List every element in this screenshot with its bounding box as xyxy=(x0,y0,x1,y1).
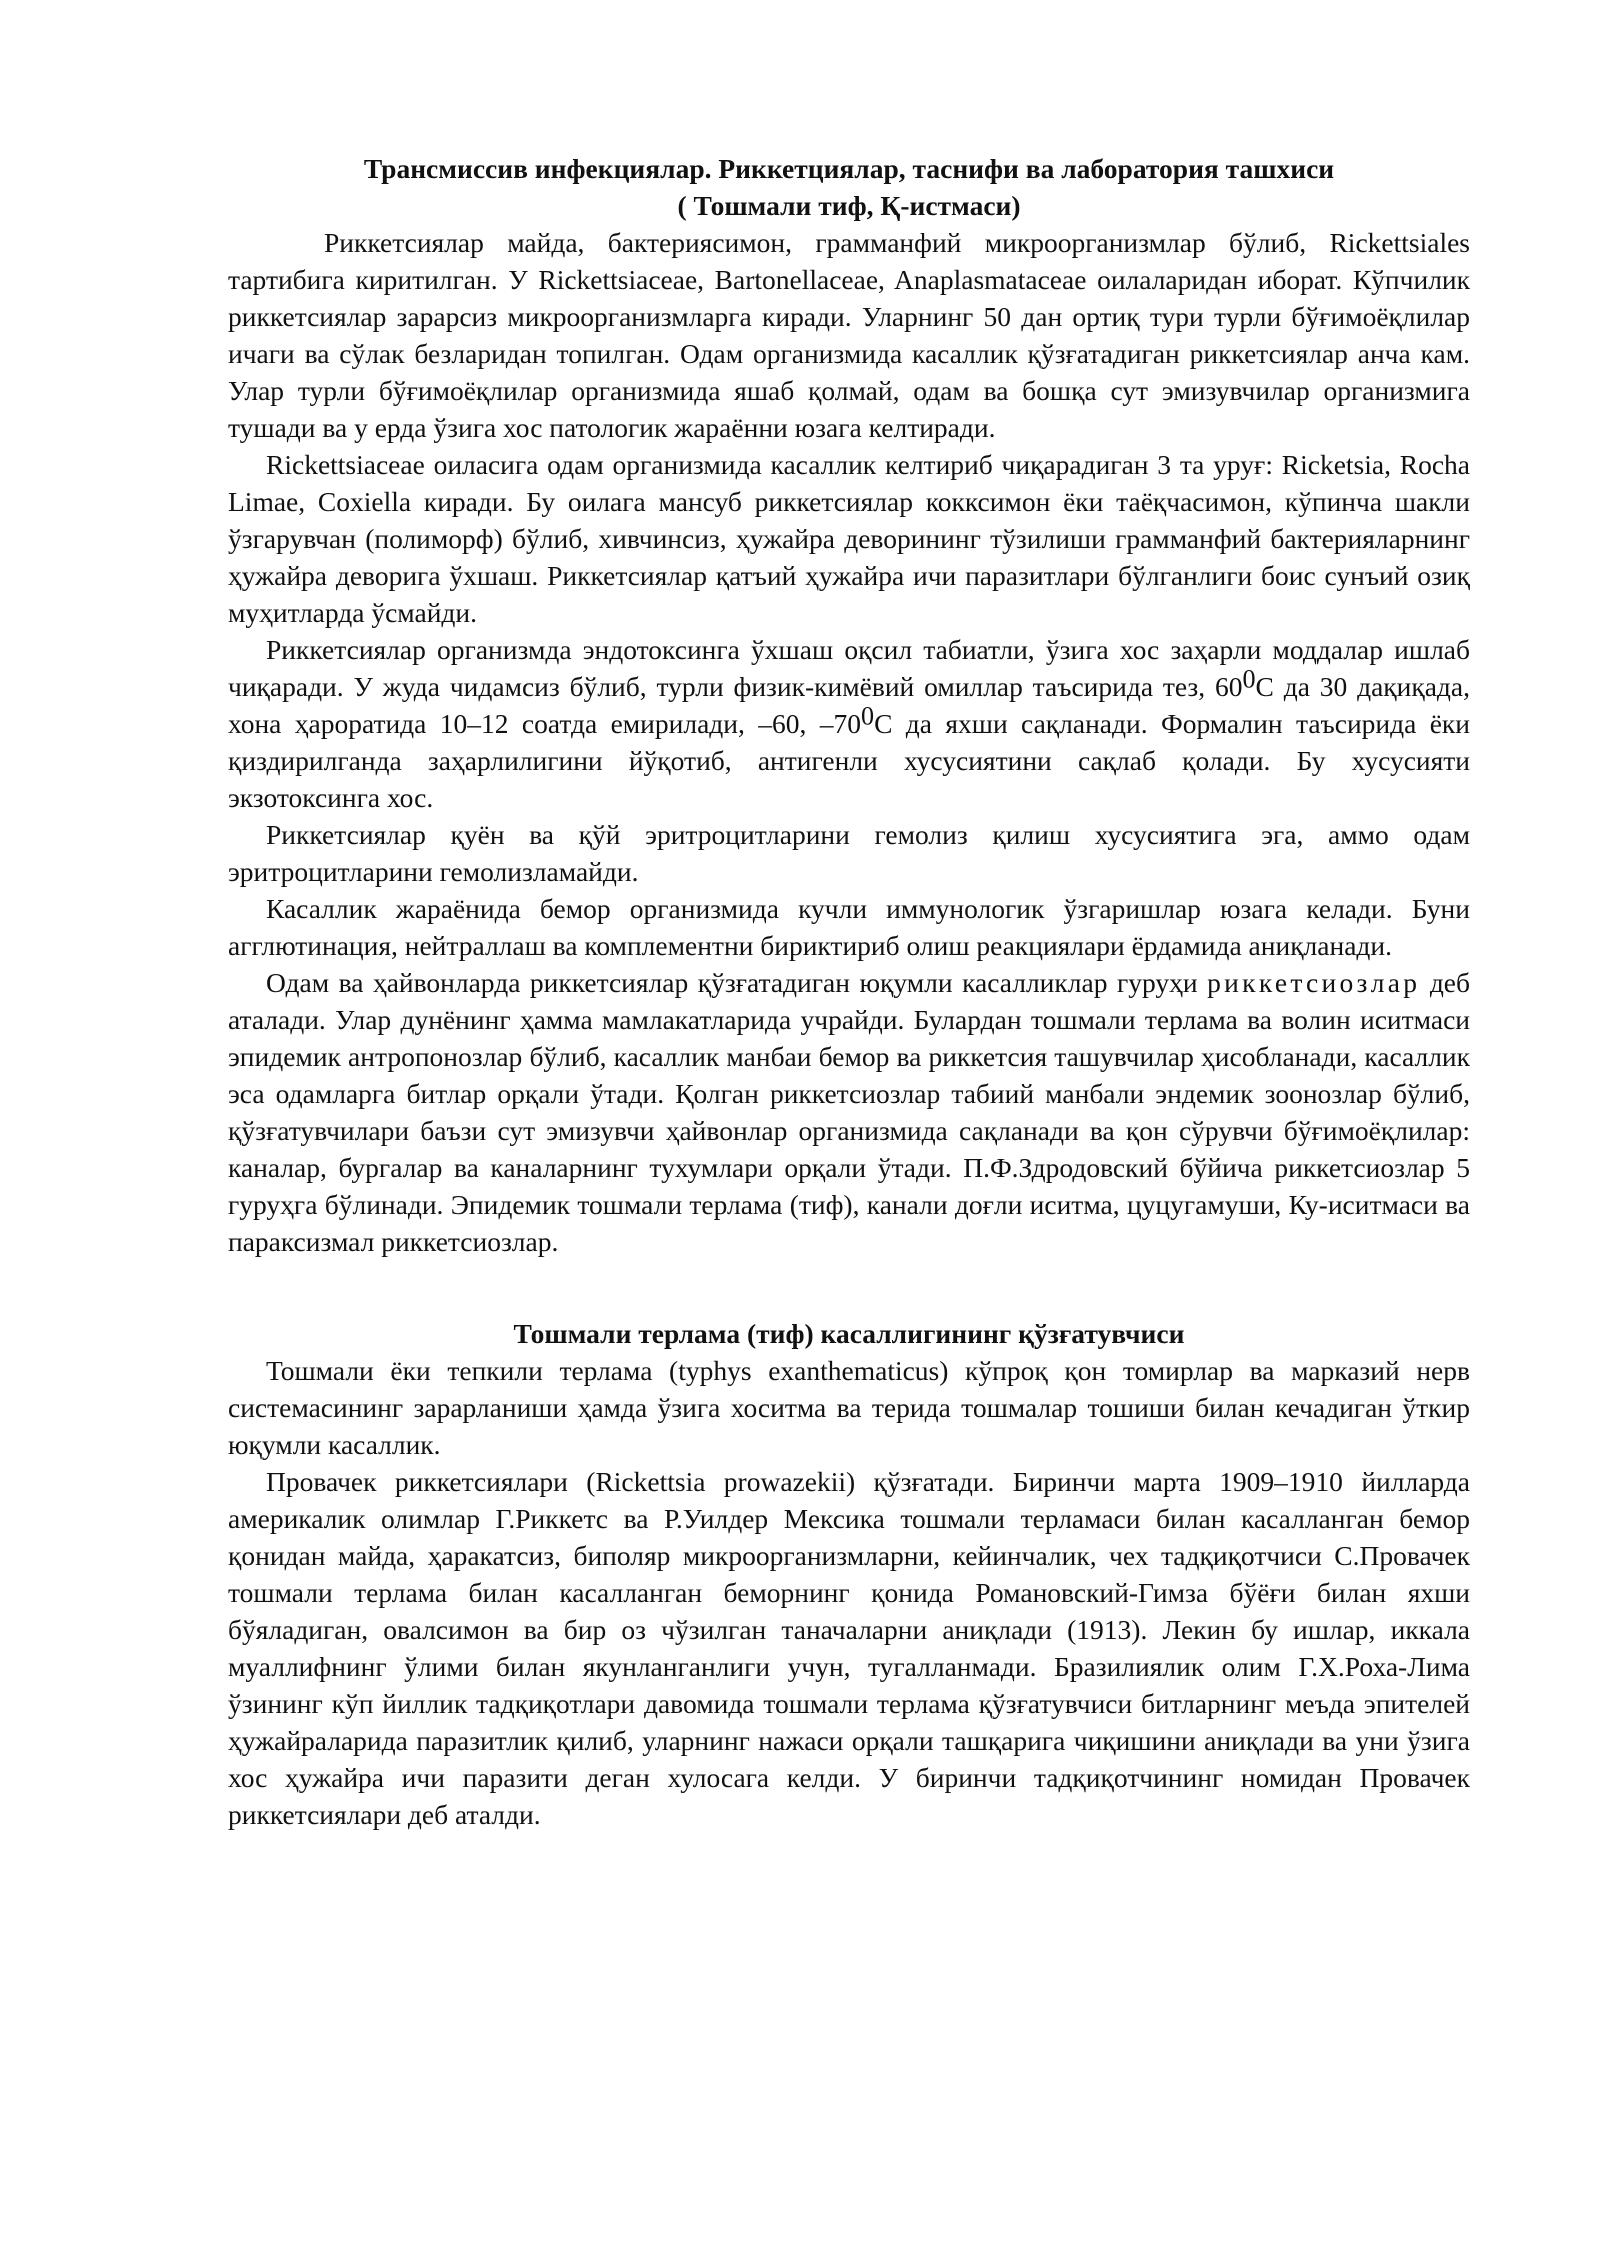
paragraph-8: Провачек риккетсиялари (Rickettsia prowazekii) қўзғатади. Биринчи марта 1909–1910 йилларда америкалик олимлар Г.Риккетс ва Р.Уилдер Мексика тошмали терламаси билан касалланган бемор қонидан майда, ҳаракатсиз, биполяр микроорганизмларни, кейинчалик, чех тадқиқотчиси С.Провачек тошмали терлама билан касалланган беморнинг қонида Романовский-Гимза бўёғи билан яхши бўяладиган, овалсимон ва бир оз чўзилган таначаларни аниқлади (1913). Лекин бу ишлар, иккала муаллифнинг ўлими билан якунланганлиги учун, тугалланмади. Бразилиялик олим Г.Х.Роха-Лима ўзининг кўп йиллик тадқиқотлари давомида тошмали терлама қўзғатувчиси битларнинг меъда эпителей ҳужайраларида паразитлик қилиб, уларнинг нажаси орқали ташқарига чиқишини аниқлади ва уни ўзига хос ҳужайра ичи паразити деган хулосага келди. У биринчи тадқиқотчининг номидан Провачек риккетсиялари деб аталди. xyxy=(228,1466,1470,1830)
section-spacer xyxy=(228,1260,1470,1315)
document-title xyxy=(228,150,1470,224)
term-rickettsioses: риккетсиозлар xyxy=(1207,967,1421,998)
paragraph-7: Тошмали ёки тепкили терлама (typhys exanthematicus) кўпроқ қон томирлар ва марказий нерв системасининг зарарланиши ҳамда ўзига хоситма ва терида тошмалар тошиши билан кечадиган ўткир юқумли касаллик. xyxy=(228,1355,1470,1460)
paragraph-4: Риккетсиялар қуён ва қўй эритроцитларини гемолиз қилиш хусусиятига эга, аммо одам эритроцитларини гемолизламайди. xyxy=(228,819,1470,887)
degree-superscript-2: 0 xyxy=(861,701,875,731)
paragraph-3 xyxy=(228,631,1470,816)
degree-superscript-1: 0 xyxy=(1242,664,1256,694)
paragraph-6-part-a: Одам ва ҳайвонларда риккетсиялар қўзғатадиган юқумли касалликлар гуруҳи xyxy=(266,967,1198,998)
paragraph-3-part-c: С да яхши сақланади. Формалин таъсирида ёки қиздирилганда заҳарлилигини йўқотиб, антигенли хусусиятини сақлаб қолади. Бу хусусияти экзотоксинга хос. xyxy=(228,708,1470,813)
paragraph-3-part-a: Риккетсиялар организмда эндотоксинга ўхшаш оқсил табиатли, ўзига хос заҳарли моддалар ишлаб чиқаради. У жуда чидамсиз бўлиб, турли физик-кимёвий омиллар таъсирида тез, 60 xyxy=(228,634,1470,702)
document-page xyxy=(228,150,1470,1833)
paragraph-2: Rickettsiaceae оиласига одам организмида касаллик келтириб чиқарадиган 3 та уруғ: Ricketsia, Rocha Limae, Coxiella киради. Бу оилага мансуб риккетсиялар кокксимон ёки таёқчасимон, кўпинча шакли ўзгарувчан (полиморф) бўлиб, хивчинсиз, ҳужайра деворининг тўзилиши грамманфий бактерияларнинг ҳужайра деворига ўхшаш. Риккетсиялар қатъий ҳужайра ичи паразитлари бўлганлиги боис сунъий озиқ муҳитларда ўсмайди. xyxy=(228,449,1470,628)
title-line-1: Трансмиссив инфекциялар. Риккетциялар, таснифи ва лаборатория ташхиси xyxy=(363,153,1335,184)
paragraph-3-part-b: С да 30 дақиқада, хона ҳароратида 10–12 соатда емирилади, –60, –70 xyxy=(228,671,1470,739)
paragraph-5: Касаллик жараёнида бемор организмида кучли иммунологик ўзгаришлар юзага келади. Буни агглютинация, нейтраллаш ва комплементни бириктириб олиш реакциялари ёрдамида аниқланади. xyxy=(228,893,1470,961)
section-heading: Тошмали терлама (тиф) касаллигининг қўзғатувчиси xyxy=(513,1318,1185,1349)
paragraph-6 xyxy=(228,964,1470,1260)
paragraph-1: Риккетсиялар майда, бактериясимон, грамманфий микроорганизмлар бўлиб, Rickettsiales тартибига киритилган. У Rickettsiaceae, Bartonellaceae, Anaplasmataceae оилаларидан иборат. Кўпчилик риккетсиялар зарарсиз микроорганизмларга киради. Уларнинг 50 дан ортиқ тури турли бўғимоёқлилар ичаги ва сўлак безларидан топилган. Одам организмида касаллик қўзғатадиган риккетсиялар анча кам. Улар турли бўғимоёқлилар организмида яшаб қолмай, одам ва бошқа сут эмизувчилар организмига тушади ва у ерда ўзига хос патологик жараённи юзага келтиради. xyxy=(228,227,1470,443)
paragraph-6-part-b: деб аталади. Улар дунёнинг ҳамма мамлакатларида учрайди. Булардан тошмали терлама ва волин иситмаси эпидемик антропонозлар бўлиб, касаллик манбаи бемор ва риккетсия ташувчилар ҳисобланади, касаллик эса одамларга битлар орқали ўтади. Қолган риккетсиозлар табиий манбали эндемик зоонозлар бўлиб, қўзғатувчилари баъзи сут эмизувчи ҳайвонлар организмида сақланади ва қон сўрувчи бўғимоёқлилар: каналар, бургалар ва каналарнинг тухумлари орқали ўтади. П.Ф.Здродовский бўйича риккетсиозлар 5 гуруҳга бўлинади. Эпидемик тошмали терлама (тиф), канали доғли иситма, цуцугамуши, Ку-иситмаси ва параксизмал риккетсиозлар. xyxy=(228,967,1471,1257)
title-line-2: ( Тошмали тиф, Қ-истмаси) xyxy=(677,190,1021,221)
